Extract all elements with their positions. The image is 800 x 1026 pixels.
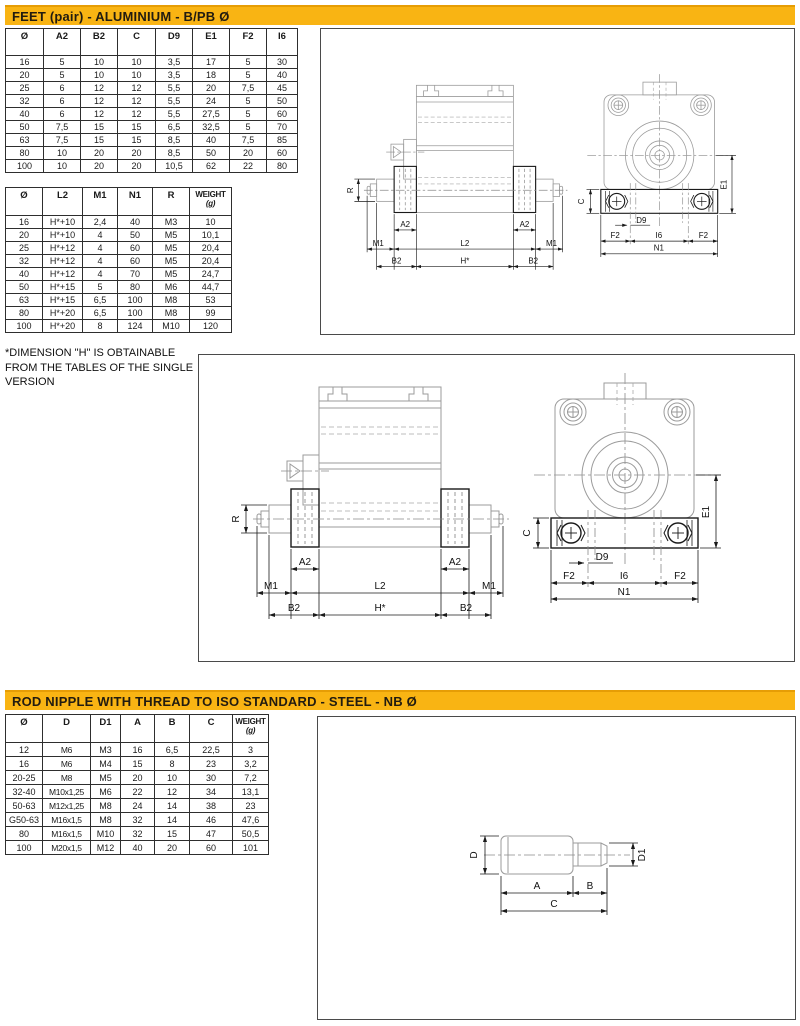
table-cell: M8: [91, 799, 121, 813]
table-cell: 47,6: [233, 813, 269, 827]
table-cell: M8: [153, 294, 190, 307]
column-header: D9: [156, 29, 193, 56]
table-cell: M10: [153, 320, 190, 333]
column-header: C: [190, 715, 233, 743]
table-cell: M5: [153, 255, 190, 268]
table-cell: 10,5: [156, 160, 193, 173]
table-cell: 15: [81, 121, 118, 134]
header-row: [6, 29, 298, 56]
table-cell: 40: [6, 108, 44, 121]
table-cell: M4: [91, 757, 121, 771]
table-cell: 10: [81, 69, 118, 82]
table-cell: 60: [267, 108, 298, 121]
table-cell: 7,5: [230, 134, 267, 147]
column-header: B: [155, 715, 190, 743]
table-cell: 5,5: [156, 108, 193, 121]
table-cell: 14: [155, 799, 190, 813]
table-cell: H*+12: [43, 242, 83, 255]
table-cell: 50: [267, 95, 298, 108]
table-cell: H*+20: [43, 307, 83, 320]
table-cell: 3,5: [156, 56, 193, 69]
table-cell: 12: [81, 108, 118, 121]
table-cell: 5,5: [156, 95, 193, 108]
table-cell: 20,4: [190, 242, 232, 255]
table-cell: 60: [118, 242, 153, 255]
table-cell: 63: [6, 294, 43, 307]
table-cell: 22,5: [190, 743, 233, 757]
table-row: [6, 229, 232, 242]
table-cell: 50-63: [6, 799, 43, 813]
table-row: [6, 56, 298, 69]
feet-dimension-table: [5, 28, 298, 173]
dim-label-c: C: [577, 198, 587, 205]
table-cell: 100: [6, 320, 43, 333]
table-cell: 10: [118, 69, 156, 82]
dim-label-b2: B2: [528, 256, 539, 266]
table-cell: 27,5: [193, 108, 230, 121]
table-cell: 5: [83, 281, 118, 294]
table-cell: 20: [193, 82, 230, 95]
feet-drawing-box-large: [198, 354, 795, 662]
table-cell: 20: [6, 229, 43, 242]
dim-label-b: B: [586, 881, 594, 892]
table-cell: 40: [118, 216, 153, 229]
dim-label-m1: M1: [372, 238, 384, 248]
table-cell: 4: [83, 242, 118, 255]
table-cell: 3,2: [233, 757, 269, 771]
table-row: [6, 147, 298, 160]
table-row: [6, 757, 269, 771]
table-cell: 7,5: [44, 134, 81, 147]
table-cell: 10: [44, 160, 81, 173]
table-row: [6, 268, 232, 281]
table-cell: M8: [153, 307, 190, 320]
table-cell: 3,5: [156, 69, 193, 82]
table-cell: 120: [190, 320, 232, 333]
table-cell: 50: [6, 281, 43, 294]
table-cell: M5: [153, 268, 190, 281]
table-cell: H*+12: [43, 268, 83, 281]
table-cell: 63: [6, 134, 44, 147]
table-cell: 20: [230, 147, 267, 160]
table-cell: 7,5: [230, 82, 267, 95]
table-cell: 80: [6, 147, 44, 160]
table-cell: 101: [233, 841, 269, 855]
table-cell: 4: [83, 268, 118, 281]
table-row: [6, 108, 298, 121]
column-header: Ø: [6, 188, 43, 216]
table-cell: 6,5: [155, 743, 190, 757]
dim-label-d9: D9: [636, 215, 647, 225]
table-cell: 47: [190, 827, 233, 841]
table-cell: 5: [230, 121, 267, 134]
table-cell: 38: [190, 799, 233, 813]
table-row: [6, 255, 232, 268]
table-row: [6, 320, 232, 333]
dim-label-a: A: [533, 881, 541, 892]
table-cell: H*+20: [43, 320, 83, 333]
footnote-line: *DIMENSION "H" IS OBTAINABLE: [5, 347, 176, 359]
table-cell: 80: [6, 307, 43, 320]
table-cell: 25: [6, 82, 44, 95]
table-cell: 15: [121, 757, 155, 771]
table-cell: 20: [81, 147, 118, 160]
table-cell: 20: [121, 771, 155, 785]
dim-label-e1: E1: [719, 179, 729, 190]
table-row: [6, 813, 269, 827]
table-row: [6, 95, 298, 108]
dim-label-n1: N1: [653, 243, 664, 253]
table-cell: 15: [81, 134, 118, 147]
table-cell: M20x1,5: [43, 841, 91, 855]
table-cell: 7,5: [44, 121, 81, 134]
table-cell: 20: [118, 160, 156, 173]
dim-label-a2: A2: [519, 219, 530, 229]
table-cell: 8: [155, 757, 190, 771]
table-cell: 60: [190, 841, 233, 855]
table-row: [6, 785, 269, 799]
table-row: [6, 121, 298, 134]
table-cell: 53: [190, 294, 232, 307]
table-cell: 18: [193, 69, 230, 82]
table-cell: 6,5: [83, 307, 118, 320]
column-header: D1: [91, 715, 121, 743]
table-cell: 40: [267, 69, 298, 82]
table-row: [6, 841, 269, 855]
column-header: A: [121, 715, 155, 743]
table-cell: 34: [190, 785, 233, 799]
table-cell: M5: [91, 771, 121, 785]
dim-label-f2: F2: [698, 230, 709, 240]
table-cell: 6,5: [83, 294, 118, 307]
dim-label-m1: M1: [546, 238, 558, 248]
table-cell: 6: [44, 108, 81, 121]
table-cell: 99: [190, 307, 232, 320]
table-cell: 40: [6, 268, 43, 281]
table-cell: 8,5: [156, 147, 193, 160]
column-header: B2: [81, 29, 118, 56]
table-cell: 15: [118, 121, 156, 134]
table-cell: 100: [6, 160, 44, 173]
table-cell: 15: [118, 134, 156, 147]
table-cell: 60: [267, 147, 298, 160]
table-row: [6, 294, 232, 307]
column-header: C: [118, 29, 156, 56]
table-cell: 23: [190, 757, 233, 771]
table-cell: M5: [153, 229, 190, 242]
table-cell: 12: [118, 82, 156, 95]
table-cell: 8: [83, 320, 118, 333]
footnote-line: VERSION: [5, 376, 55, 388]
dim-label-b2: B2: [391, 256, 402, 266]
column-header: L2: [43, 188, 83, 216]
table-row: [6, 827, 269, 841]
table-cell: 4: [83, 229, 118, 242]
table-cell: M8: [91, 813, 121, 827]
column-header: Ø: [6, 29, 44, 56]
table-cell: M6: [43, 757, 91, 771]
table-cell: 10: [118, 56, 156, 69]
table-cell: H*+10: [43, 216, 83, 229]
table-cell: H*+12: [43, 255, 83, 268]
table-cell: 3: [233, 743, 269, 757]
table-cell: M3: [91, 743, 121, 757]
dim-label-c: C: [550, 899, 558, 910]
table-cell: 15: [155, 827, 190, 841]
table-cell: 16: [6, 216, 43, 229]
table-cell: 20: [155, 841, 190, 855]
table-cell: H*+15: [43, 281, 83, 294]
table-cell: 30: [190, 771, 233, 785]
table-cell: M12: [91, 841, 121, 855]
table-cell: 5,5: [156, 82, 193, 95]
table-cell: 100: [118, 294, 153, 307]
table-cell: 10: [190, 216, 232, 229]
dim-label-f2: F2: [610, 230, 620, 240]
header-row: [6, 715, 269, 743]
table-cell: 10,1: [190, 229, 232, 242]
footnote-line: FROM THE TABLES OF THE SINGLE: [5, 361, 194, 374]
table-cell: 32-40: [6, 785, 43, 799]
table-cell: 32: [6, 255, 43, 268]
column-header: A2: [44, 29, 81, 56]
header-row: [6, 188, 232, 216]
table-cell: M6: [43, 743, 91, 757]
table-cell: M3: [153, 216, 190, 229]
table-cell: M12x1,25: [43, 799, 91, 813]
table-row: [6, 242, 232, 255]
column-header: WEIGHT (g): [233, 715, 269, 743]
table-row: [6, 216, 232, 229]
feet-drawing-box-small: [320, 28, 795, 335]
section-nipple-header: ROD NIPPLE WITH THREAD TO ISO STANDARD - STEEL - NB Ø: [5, 690, 795, 710]
section-feet-header: FEET (pair) - ALUMINIUM - B/PB Ø: [5, 5, 795, 25]
table-cell: 14: [155, 813, 190, 827]
table-cell: M16x1,5: [43, 813, 91, 827]
table-cell: 45: [267, 82, 298, 95]
table-cell: 5: [44, 56, 81, 69]
table-row: [6, 160, 298, 173]
dim-label-r: R: [345, 187, 355, 194]
dim-label-a2: A2: [400, 219, 411, 229]
column-header: N1: [118, 188, 153, 216]
table-cell: 40: [121, 841, 155, 855]
table-cell: 16: [6, 56, 44, 69]
table-cell: 32: [121, 813, 155, 827]
table-cell: 23: [233, 799, 269, 813]
table-cell: H*+15: [43, 294, 83, 307]
table-row: [6, 771, 269, 785]
table-cell: 8,5: [156, 134, 193, 147]
table-cell: M8: [43, 771, 91, 785]
table-cell: 24,7: [190, 268, 232, 281]
table-cell: 5: [230, 56, 267, 69]
dim-label-h: H*: [460, 256, 470, 266]
table-cell: 10: [155, 771, 190, 785]
table-cell: 12: [81, 82, 118, 95]
table-cell: 10: [81, 56, 118, 69]
table-cell: M6: [153, 281, 190, 294]
table-cell: 20: [6, 69, 44, 82]
table-cell: 6: [44, 95, 81, 108]
table-cell: 6: [44, 82, 81, 95]
table-cell: 70: [267, 121, 298, 134]
feet-technical-drawing-large: [199, 355, 794, 661]
column-header: Ø: [6, 715, 43, 743]
column-header: E1: [193, 29, 230, 56]
table-cell: 25: [6, 242, 43, 255]
nipple-dimension-table: [5, 714, 269, 855]
dim-label-d1: D1: [637, 848, 648, 862]
table-cell: 80: [118, 281, 153, 294]
table-cell: 32,5: [193, 121, 230, 134]
table-cell: 12: [81, 95, 118, 108]
table-cell: 85: [267, 134, 298, 147]
table-row: [6, 281, 232, 294]
table-cell: 80: [267, 160, 298, 173]
table-cell: 20-25: [6, 771, 43, 785]
table-cell: 24: [121, 799, 155, 813]
table-cell: M6: [91, 785, 121, 799]
table-cell: 5: [230, 95, 267, 108]
column-header: M1: [83, 188, 118, 216]
table-cell: 70: [118, 268, 153, 281]
table-cell: 5: [230, 69, 267, 82]
table-row: [6, 134, 298, 147]
nipple-technical-drawing: [318, 717, 795, 1019]
table-cell: 62: [193, 160, 230, 173]
table-cell: 60: [118, 255, 153, 268]
table-cell: 24: [193, 95, 230, 108]
table-cell: 50: [193, 147, 230, 160]
table-cell: 12: [118, 108, 156, 121]
table-cell: 50: [6, 121, 44, 134]
table-cell: 32: [121, 827, 155, 841]
table-cell: 5: [44, 69, 81, 82]
table-cell: 12: [155, 785, 190, 799]
table-cell: 124: [118, 320, 153, 333]
table-cell: 12: [6, 743, 43, 757]
table-cell: M10: [91, 827, 121, 841]
feet-mounting-table: [5, 187, 232, 333]
table-cell: 100: [6, 841, 43, 855]
dim-label-d: D: [469, 851, 480, 859]
table-cell: 4: [83, 255, 118, 268]
table-cell: 12: [118, 95, 156, 108]
table-row: [6, 799, 269, 813]
feet-technical-drawing: [321, 29, 794, 334]
table-row: [6, 743, 269, 757]
table-cell: 50: [118, 229, 153, 242]
table-cell: 22: [121, 785, 155, 799]
table-cell: 100: [118, 307, 153, 320]
table-cell: 2,4: [83, 216, 118, 229]
table-cell: 20: [81, 160, 118, 173]
column-header: WEIGHT (g): [190, 188, 232, 216]
table-cell: G50-63: [6, 813, 43, 827]
table-row: [6, 69, 298, 82]
table-cell: 44,7: [190, 281, 232, 294]
table-cell: 6,5: [156, 121, 193, 134]
table-cell: 50,5: [233, 827, 269, 841]
dim-label-i6: I6: [655, 230, 663, 240]
table-cell: 40: [193, 134, 230, 147]
table-cell: M16x1,5: [43, 827, 91, 841]
table-cell: 32: [6, 95, 44, 108]
table-cell: 7,2: [233, 771, 269, 785]
footnote: [5, 346, 215, 390]
column-header: I6: [267, 29, 298, 56]
table-cell: 20: [118, 147, 156, 160]
table-row: [6, 82, 298, 95]
table-cell: 5: [230, 108, 267, 121]
dim-label-l2: L2: [460, 238, 470, 248]
table-cell: M10x1,25: [43, 785, 91, 799]
table-cell: 80: [6, 827, 43, 841]
column-header: D: [43, 715, 91, 743]
table-cell: 16: [6, 757, 43, 771]
table-cell: H*+10: [43, 229, 83, 242]
table-cell: 10: [44, 147, 81, 160]
table-cell: 17: [193, 56, 230, 69]
table-cell: M5: [153, 242, 190, 255]
table-cell: 22: [230, 160, 267, 173]
table-cell: 20,4: [190, 255, 232, 268]
table-cell: 30: [267, 56, 298, 69]
column-header: R: [153, 188, 190, 216]
table-cell: 46: [190, 813, 233, 827]
table-cell: 13,1: [233, 785, 269, 799]
table-row: [6, 307, 232, 320]
column-header: F2: [230, 29, 267, 56]
nipple-drawing-box: [317, 716, 796, 1020]
table-cell: 16: [121, 743, 155, 757]
